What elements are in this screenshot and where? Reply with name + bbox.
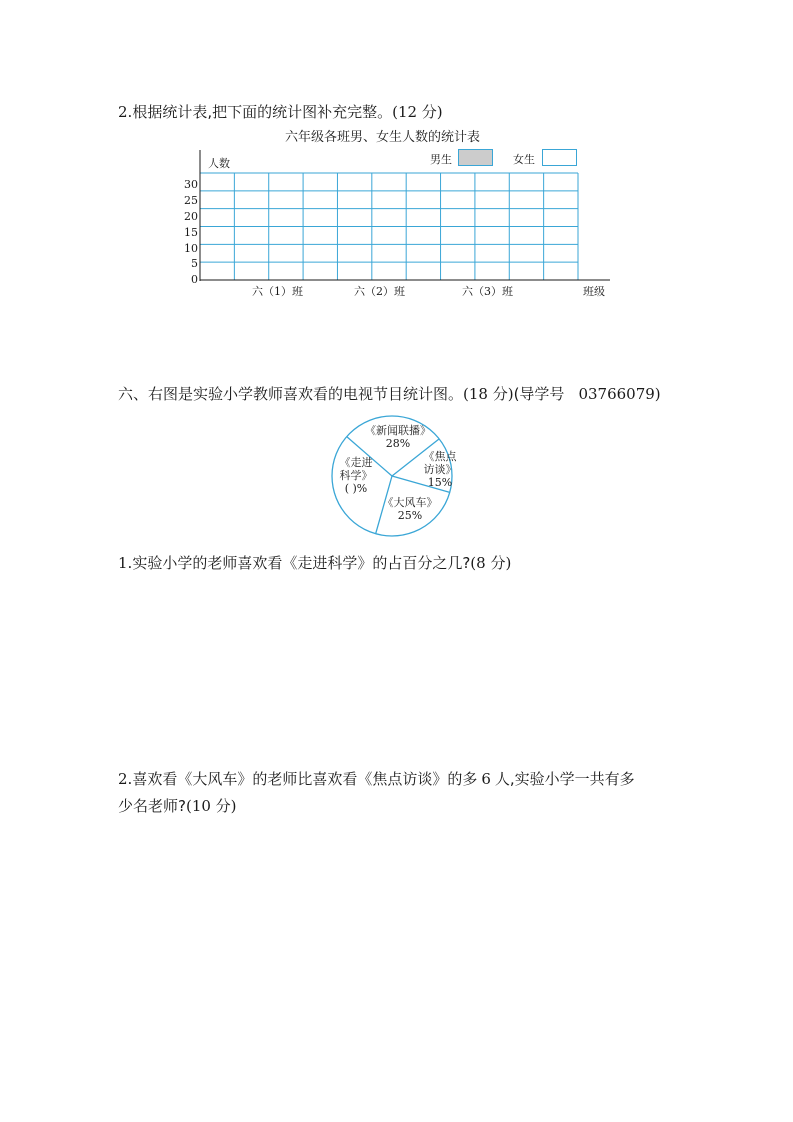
part-6-title: 六、右图是实验小学教师喜欢看的电视节目统计图。 — [118, 385, 464, 403]
y-axis-label: 人数 — [208, 157, 230, 170]
x-category-label: 六（1）班 — [252, 285, 303, 298]
y-tick: 5 — [191, 257, 198, 270]
question-score: (8 分) — [470, 554, 512, 572]
part-6-heading — [118, 383, 661, 404]
question-6-1 — [118, 552, 511, 573]
x-axis-label: 班级 — [583, 285, 605, 298]
legend-boy-swatch — [458, 149, 493, 166]
question-number: 2. — [118, 770, 133, 788]
bar-chart-title: 六年级各班男、女生人数的统计表 — [285, 130, 481, 145]
question-text-cont: 人,实验小学一共有多 — [494, 770, 635, 788]
pie-slice-value: 15% — [427, 476, 453, 489]
question-text: 根据统计表,把下面的统计图补充完整。 — [132, 103, 393, 121]
pie-slice-value: ( )% — [344, 482, 368, 495]
pie-slice-label: 《大风车》 — [382, 496, 438, 509]
question-5-2 — [118, 101, 443, 122]
y-tick: 30 — [184, 178, 198, 191]
legend-girl-label: 女生 — [513, 153, 535, 166]
guide-label: (导学号 — [513, 385, 565, 403]
question-6-2-line1 — [118, 768, 635, 789]
question-number: 2. — [118, 103, 133, 121]
pie-slice-value: 28% — [385, 437, 411, 450]
guide-number: 03766079) — [578, 385, 661, 403]
pie-slice-label: 《焦点 — [423, 450, 457, 463]
pie-slice-label: 《走进 — [339, 456, 373, 469]
pie-chart — [326, 412, 466, 540]
legend-boy-label: 男生 — [430, 153, 452, 166]
y-tick: 10 — [184, 242, 198, 255]
question-score: (12 分) — [392, 103, 443, 121]
question-text: 少名老师? — [118, 797, 186, 815]
question-6-2-line2 — [118, 795, 237, 816]
y-tick: 25 — [184, 194, 198, 207]
pie-slice-label: 科学》 — [339, 469, 373, 482]
question-score: (10 分) — [185, 797, 237, 815]
part-6-score: (18 分) — [463, 385, 514, 403]
question-number-value: 6 — [481, 770, 491, 788]
x-category-label: 六（2）班 — [354, 285, 405, 298]
question-text: 喜欢看《大风车》的老师比喜欢看《焦点访谈》的多 — [132, 770, 478, 788]
legend-girl-swatch — [542, 149, 577, 166]
pie-slice-value: 25% — [397, 509, 423, 522]
y-tick: 0 — [191, 273, 198, 286]
bar-chart-grid — [178, 150, 618, 300]
pie-slice-label: 访谈》 — [423, 463, 457, 476]
question-number: 1. — [118, 554, 133, 572]
pie-slice-label: 《新闻联播》 — [365, 424, 431, 437]
y-tick: 15 — [184, 226, 198, 239]
x-category-label: 六（3）班 — [462, 285, 513, 298]
question-text: 实验小学的老师喜欢看《走进科学》的占百分之几? — [132, 554, 471, 572]
y-tick: 20 — [184, 210, 198, 223]
